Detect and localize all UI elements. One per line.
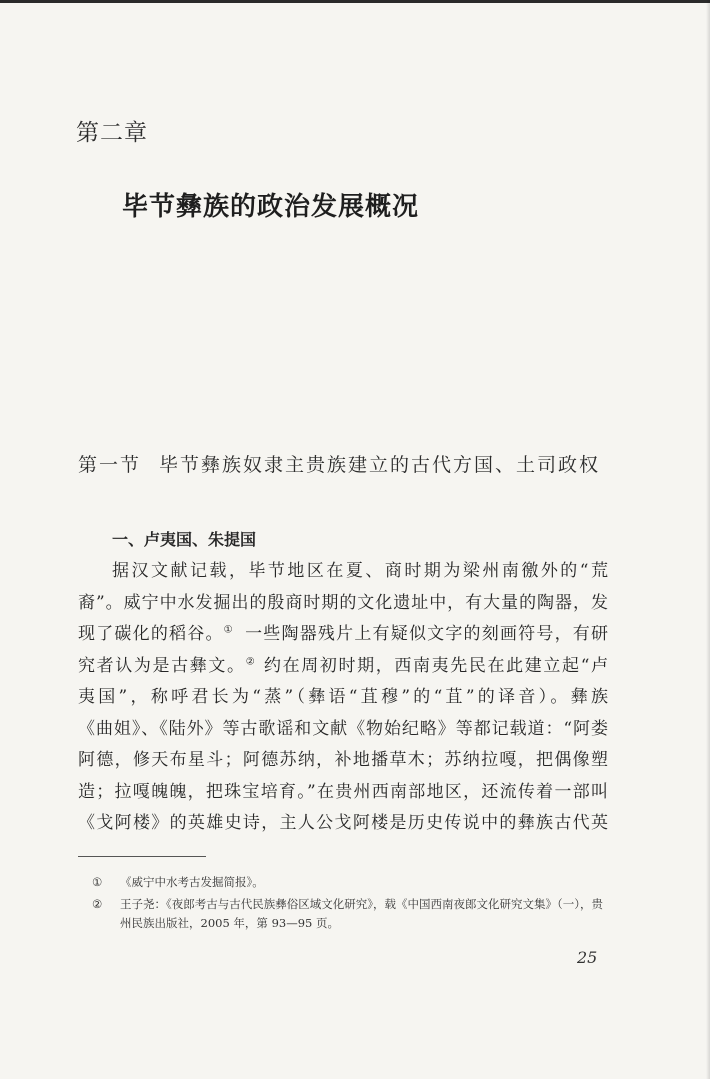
chapter-title: 毕节彝族的政治发展概况	[122, 192, 420, 222]
subsection-heading: 一、卢夷国、朱提国	[112, 530, 257, 549]
page-edge-shadow	[706, 0, 710, 1079]
body-line-part: 约在周初时期，西南夷先民在此建立起“卢	[262, 655, 609, 676]
body-line: 《曲姐》、《陆外》等古歌谣和文献《物始纪略》等都记载道：“阿娄	[78, 718, 608, 739]
footnote-text: 《威宁中水考古发掘简报》。	[120, 875, 264, 889]
page-number: 25	[577, 948, 598, 967]
body-line: 造；拉嘎魄魄，把珠宝培育。”在贵州西南部地区，还流传着一部叫	[78, 781, 608, 802]
top-edge-rule	[0, 0, 710, 3]
footnote-mark: ①	[92, 875, 103, 889]
section-title: 毕节彝族奴隶主贵族建立的古代方国、土司政权	[159, 454, 601, 476]
section-number: 第一节	[78, 454, 142, 476]
footnote-text: 王子尧：《夜郎考古与古代民族彝俗区域文化研究》，载《中国西南夜郎文化研究文集》（一），贵州民族出版社，2005 年，第 93—95 页。	[120, 897, 603, 930]
body-line: 《戈阿楼》的英雄史诗，主人公戈阿楼是历史传说中的彝族古代英	[78, 813, 608, 833]
body-line: 裔”。威宁中水发掘出的殷商时期的文化遗址中，有大量的陶器，发	[78, 592, 608, 613]
body-line-part: 究者认为是古彝文。	[78, 655, 246, 676]
body-line: 夷国”，称呼君长为“蒸”（彝语“苴穆”的“苴”的译音）。彝族	[78, 687, 608, 707]
footnotes	[92, 873, 608, 936]
chapter-label: 第二章	[76, 120, 148, 146]
body-line: 据汉文献记载，毕节地区在夏、商时期为梁州南徼外的“荒	[112, 561, 608, 581]
footnote-ref-2[interactable]: ②	[245, 655, 257, 667]
section-heading	[78, 450, 600, 477]
body-line	[78, 619, 608, 651]
footnote-item	[92, 873, 608, 892]
footnote-item	[92, 895, 608, 933]
body-paragraph	[78, 556, 608, 840]
footnote-ref-1[interactable]: ①	[223, 624, 234, 636]
body-line-part: 一些陶器残片上有疑似文字的刻画符号，有研	[243, 624, 609, 644]
footnote-divider	[78, 856, 206, 857]
body-line-part: 现了碳化的稻谷。	[78, 624, 224, 644]
footnote-mark: ②	[92, 897, 103, 911]
body-line	[78, 651, 608, 683]
body-line: 阿德，修天布星斗；阿德苏纳，补地播草木；苏纳拉嘎，把偶像塑	[78, 750, 608, 770]
